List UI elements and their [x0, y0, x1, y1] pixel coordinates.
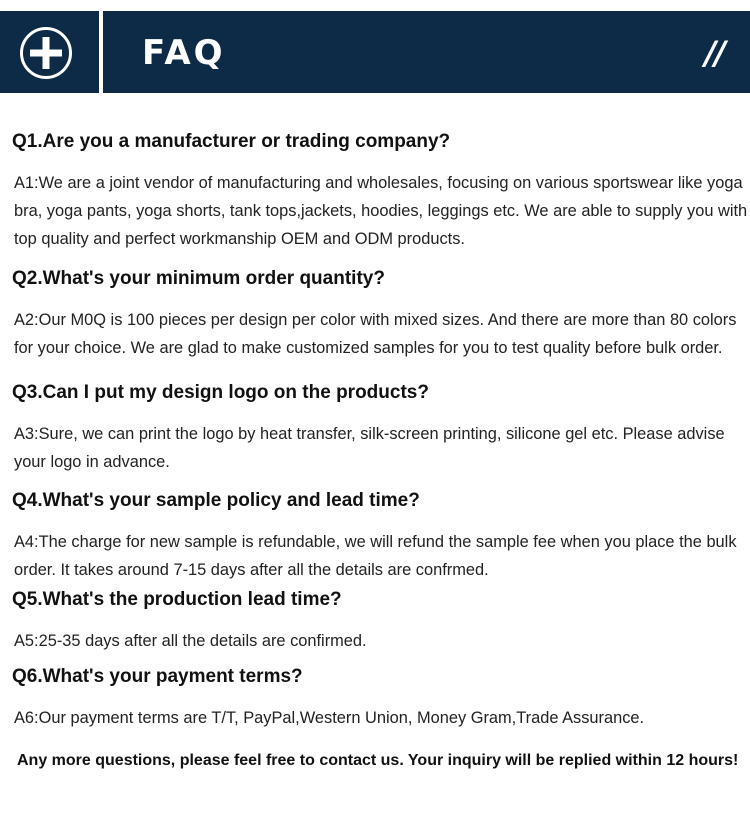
faq-answer: A2:Our M0Q is 100 pieces per design per color with mixed sizes. And there are more than 80 colors for your choice. We are glad to make customized samples for you to test quality before bulk order. — [14, 311, 737, 357]
double-slash-icon: // — [704, 34, 724, 72]
faq-answer: A4:The charge for new sample is refundable, we will refund the sample fee when you place the bulk order. It takes around 7-15 days after all the details are confrmed. — [14, 533, 737, 579]
page-title: FAQ — [142, 33, 226, 73]
faq-question: Q5.What's the production lead time? — [12, 589, 342, 610]
faq-question: Q1.Are you a manufacturer or trading company? — [12, 131, 451, 152]
faq-answer: A3:Sure, we can print the logo by heat transfer, silk-screen printing, silicone gel etc. Please advise your logo in advance. — [14, 425, 725, 471]
faq-question: Q3.Can I put my design logo on the products? — [12, 382, 429, 403]
faq-banner — [0, 11, 750, 93]
closing-note: Any more questions, please feel free to contact us. Your inquiry will be replied within 12 hours! — [17, 752, 739, 769]
plus-icon-box — [0, 11, 99, 93]
faq-question: Q6.What's your payment terms? — [12, 666, 303, 687]
faq-question: Q2.What's your minimum order quantity? — [12, 268, 385, 289]
faq-answer: A6:Our payment terms are T/T, PayPal,Western Union, Money Gram,Trade Assurance. — [14, 709, 645, 727]
banner-divider — [99, 11, 103, 93]
faq-answer: A5:25-35 days after all the details are confirmed. — [14, 632, 367, 650]
faq-question: Q4.What's your sample policy and lead time? — [12, 490, 420, 511]
plus-circle-icon — [19, 26, 73, 80]
faq-answer: A1:We are a joint vendor of manufacturing and wholesales, focusing on various sportswear like yoga bra, yoga pants, yoga shorts, tank tops,jackets, hoodies, leggings etc. We are able to supply you with top quality and perfect workmanship OEM and ODM products. — [14, 174, 748, 248]
